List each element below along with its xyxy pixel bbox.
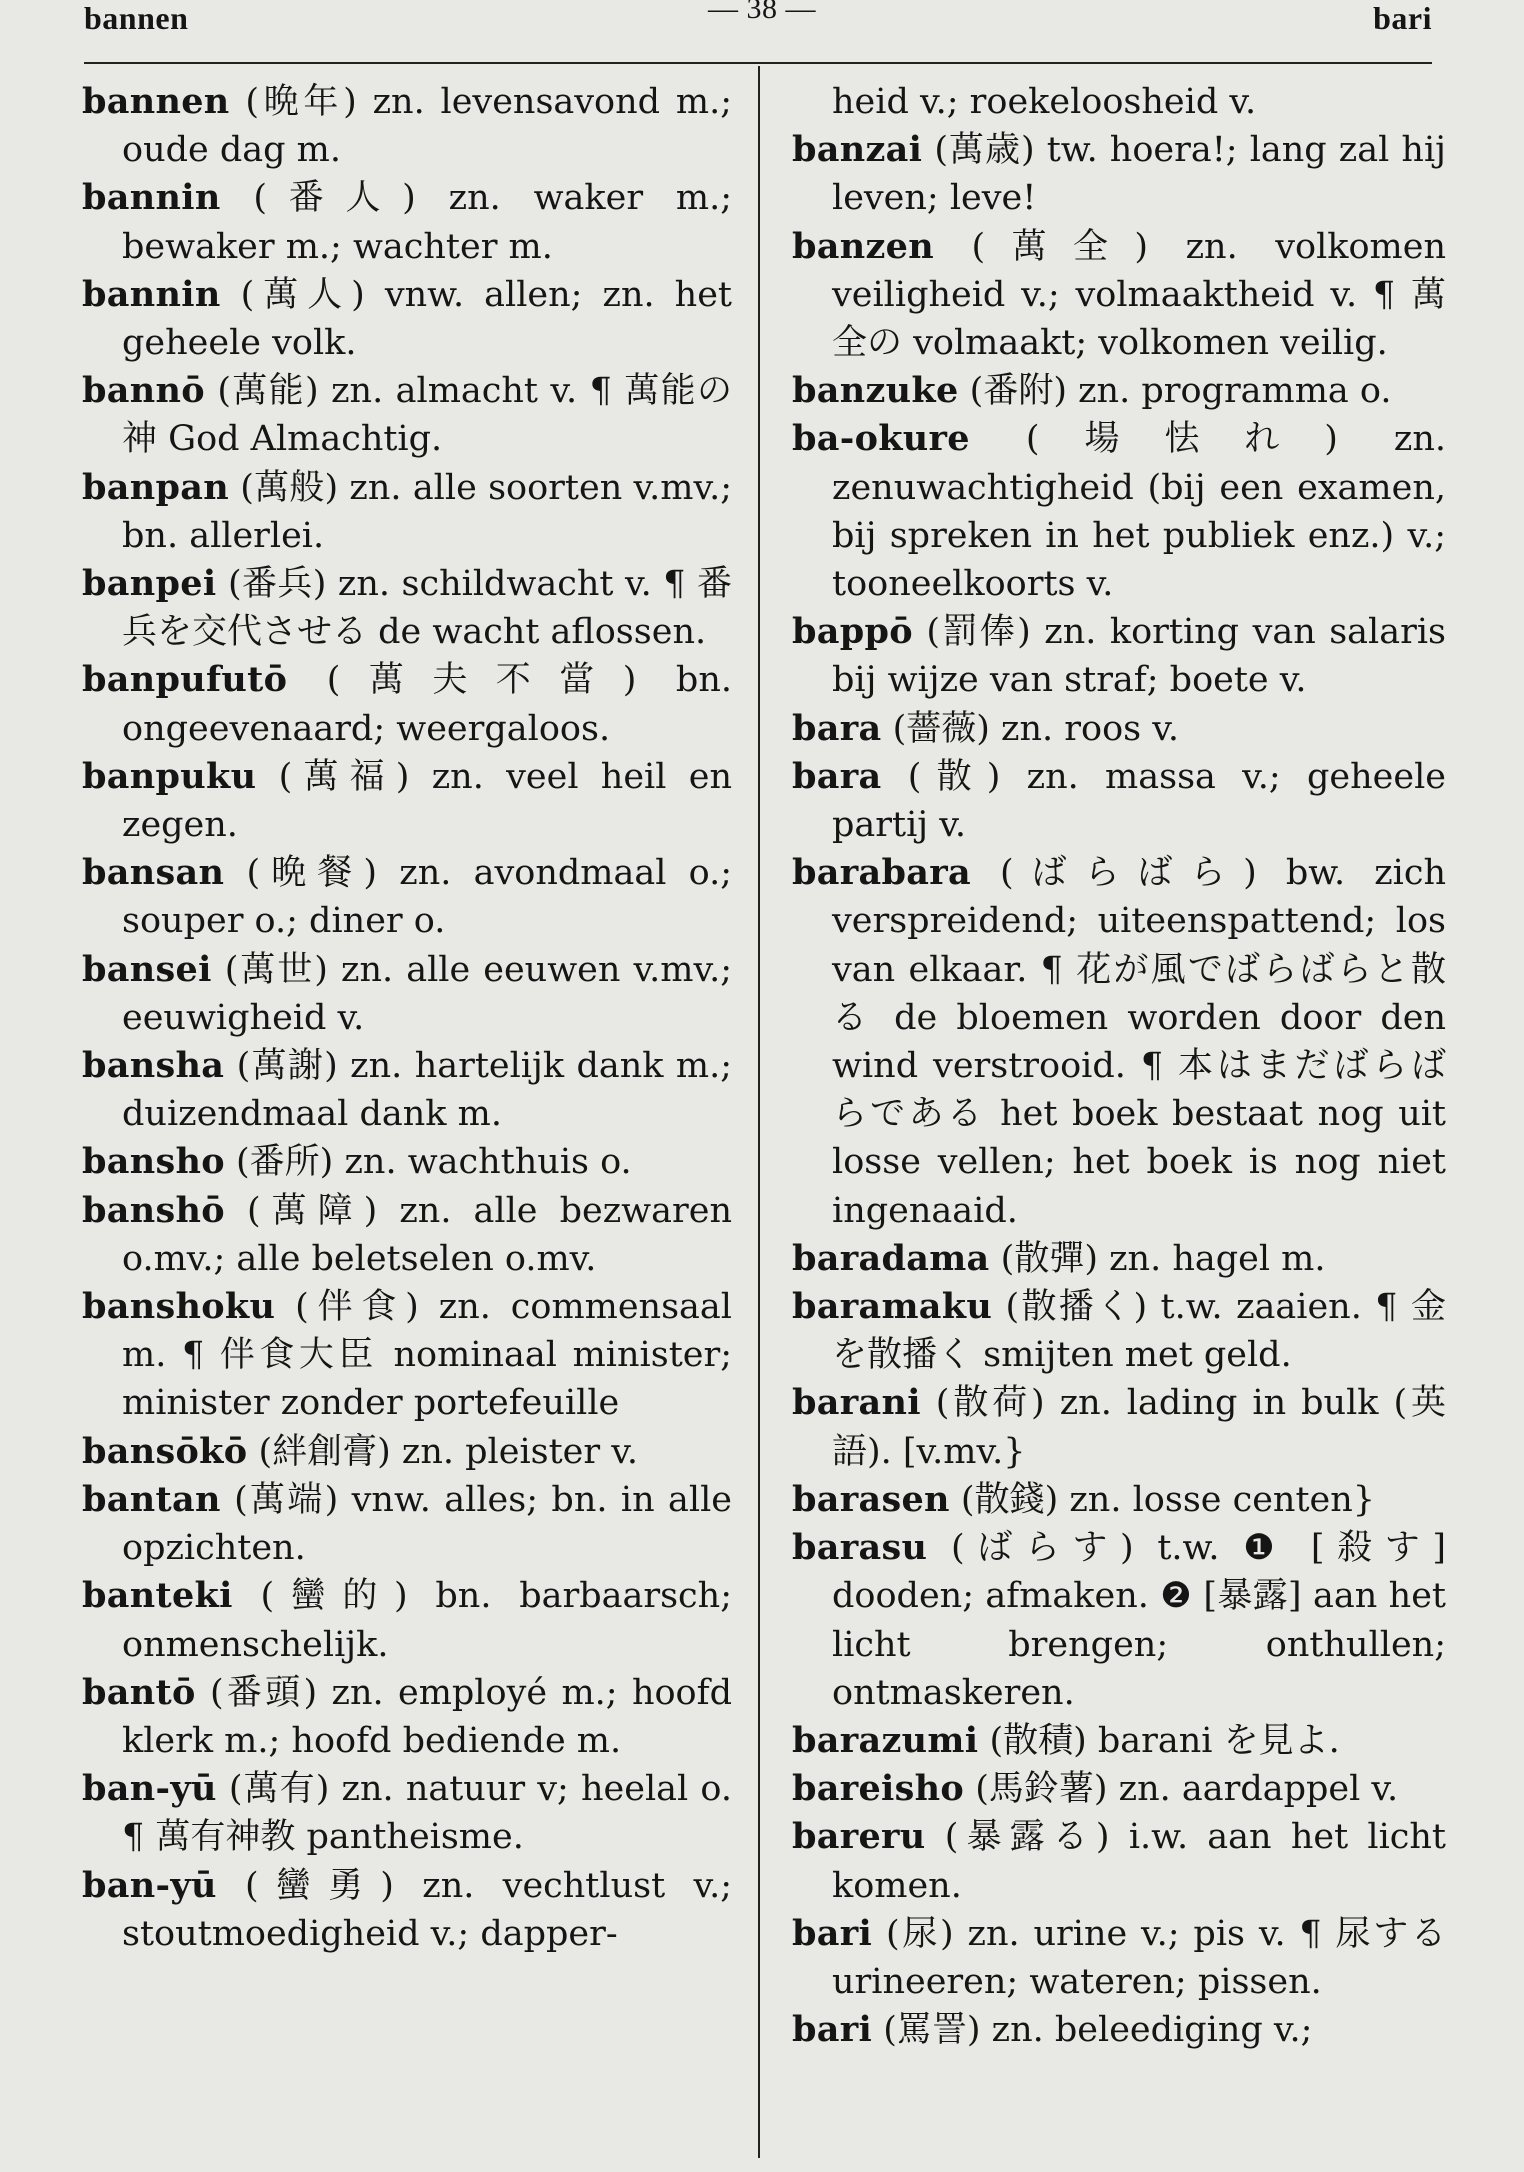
entry-headword: bansan [82,852,225,894]
dictionary-entry [82,849,732,945]
dictionary-entry [792,1476,1446,1524]
entry-headword: banpei [82,563,217,605]
entry-definition: (暴露る) i.w. aan het licht komen. [832,1817,1446,1906]
entry-definition: (薔薇) zn. roos v. [881,708,1179,749]
entry-definition: heid v.; roekeloosheid v. [832,82,1257,122]
dictionary-entry [792,2006,1446,2054]
entry-headword: barasu [792,1527,928,1569]
entry-definition: (罵詈) zn. beleediging v.; [872,2010,1313,2051]
entry-headword: banzai [792,129,923,171]
dictionary-entry [82,174,732,270]
entry-headword: banzuke [792,370,959,412]
entry-headword: baradama [792,1237,990,1279]
entry-definition: (番兵) zn. schildwacht v. ¶ 番兵を交代させる de wacht aflossen. [122,564,732,653]
entry-headword: banpuku [82,755,257,797]
entry-definition: (散) zn. massa v.; geheele partij v. [832,756,1446,846]
entry-definition: (萬般) zn. alle soorten v.mv.; bn. allerlei. [122,467,732,556]
dictionary-entry [792,1235,1446,1283]
entry-headword: baramaku [792,1286,993,1328]
entry-definition: (絆創膏) zn. pleister v. [247,1431,638,1472]
dictionary-entry [82,1765,732,1861]
running-head-right: bari [1373,0,1432,36]
entry-definition: (馬鈴薯) zn. aardappel v. [964,1769,1399,1810]
entry-definition: (萬能) zn. almacht v. ¶ 萬能の神 God Almachtig. [122,371,732,460]
entry-headword: bansei [82,948,212,990]
entry-definition: (番頭) zn. employé m.; hoofd klerk m.; hoofd bediende m. [122,1672,732,1761]
dictionary-entry [82,367,732,463]
entry-headword: bantō [82,1671,196,1713]
entry-headword: ba-okure [792,418,970,460]
entry-definition: (萬人) vnw. allen; zn. het geheele volk. [122,274,732,364]
dictionary-entry [82,464,732,560]
page-number: — 38 — [708,0,816,25]
right-column [792,78,1446,2054]
dictionary-entry [82,1428,732,1476]
entry-definition: (場怯れ) zn. zenuwachtigheid (bij een examen, bij spreken in het publiek enz.) v.; tooneelkoorts v. [832,419,1446,605]
dictionary-entry [792,849,1446,1235]
entry-headword: bantan [82,1478,221,1520]
dictionary-entry [792,1910,1446,2006]
entry-headword: ban-yū [82,1768,217,1810]
entry-definition: (番所) zn. wachthuis o. [224,1142,632,1183]
entry-headword: bareru [792,1816,926,1858]
dictionary-entry [82,1042,732,1138]
entry-definition: (伴食) zn. commensaal m. ¶ 伴食大臣 nominaal minister; minister zonder portefeuille [122,1287,732,1424]
entry-headword: banzen [792,225,934,267]
dictionary-entry [792,415,1446,608]
entry-headword: bara [792,755,882,797]
entry-definition: (散彈) zn. hagel m. [989,1238,1326,1279]
entry-definition: (萬歳) tw. hoera!; lang zal hij leven; leve! [832,130,1446,219]
entry-headword: bansōkō [82,1430,248,1472]
dictionary-entry [82,753,732,849]
entry-headword: bara [792,707,882,749]
entry-definition: (尿) zn. urine v.; pis v. ¶ 尿する urineeren; wateren; pissen. [832,1913,1446,2002]
entry-definition: (萬夫不當) bn. ongeevenaard; weergaloos. [122,660,732,749]
dictionary-entry [82,1283,732,1428]
dictionary-entry [792,367,1446,415]
dictionary-entry [82,1187,732,1283]
entry-headword: bari [792,1912,873,1954]
dictionary-entry [792,78,1446,126]
entry-headword: bannen [82,81,230,122]
dictionary-entry [792,1283,1446,1379]
dictionary-entry [792,223,1446,368]
entry-headword: banshoku [82,1286,276,1328]
entry-headword: bansha [82,1045,225,1087]
entry-definition: (晩年) zn. levensavond m.; oude dag m. [122,82,732,171]
entry-definition: (蠻的) bn. barbaarsch; onmenschelijk. [122,1576,732,1665]
entry-headword: banteki [82,1575,233,1617]
entry-definition: (萬端) vnw. alles; bn. in alle opzichten. [122,1479,732,1569]
dictionary-entry [792,1717,1446,1765]
entry-definition: (ばらす) t.w. ❶ [殺す] dooden; afmaken. ❷ [暴露] aan het licht brengen; onthullen; ontmaskeren. [832,1528,1446,1713]
entry-definition: (ばらばら) bw. zich verspreidend; uiteenspattend; los van elkaar. ¶ 花が風でばらばらと散る de bloemen worden door den wind verstrooid. ¶ 本はまだばらばらである het boek bestaat nog uit losse vellen; het boek is nog niet ingenaaid. [832,853,1446,1231]
entry-headword: bari [792,2009,873,2051]
dictionary-entry [82,1476,732,1572]
entry-definition: (散錢) zn. losse centen} [949,1479,1376,1520]
left-column [82,78,732,1958]
column-divider [758,66,760,2158]
entry-headword: banpan [82,466,229,508]
dictionary-entry [82,271,732,367]
entry-headword: banpufutō [82,659,288,701]
dictionary-entry [82,1138,732,1186]
entry-headword: ban-yū [82,1864,217,1906]
entry-headword: barasen [792,1478,950,1520]
entry-headword: bappō [792,611,913,653]
entry-headword: barabara [792,852,971,894]
dictionary-entry [82,656,732,752]
entry-headword: barazumi [792,1719,979,1761]
entry-headword: banshō [82,1189,225,1231]
entry-definition: (萬全) zn. volkomen veiligheid v.; volmaaktheid v. ¶ 萬全の volmaakt; volkomen veilig. [832,226,1446,364]
dictionary-entry [792,126,1446,222]
dictionary-entry [792,1813,1446,1909]
dictionary-entry [792,608,1446,704]
dictionary-entry [82,946,732,1042]
dictionary-entry [792,705,1446,753]
entry-definition: (散荷) zn. lading in bulk (英語). [v.mv.} [832,1383,1446,1472]
entry-definition: (罰俸) zn. korting van salaris bij wijze van straf; boete v. [832,612,1446,701]
entry-definition: (萬障) zn. alle bezwaren o.mv.; alle beletselen o.mv. [122,1190,732,1279]
entry-headword: bareisho [792,1768,965,1810]
entry-headword: bannō [82,370,205,412]
entry-definition: (萬有) zn. natuur v; heelal o. ¶ 萬有神教 pantheisme. [122,1769,732,1858]
header-rule [84,62,1432,64]
dictionary-entry [82,1862,732,1958]
dictionary-entry [82,1669,732,1765]
entry-headword: bannin [82,273,221,315]
dictionary-entry [82,560,732,656]
running-head-left: bannen [84,0,189,36]
entry-headword: bansho [82,1141,225,1183]
entry-definition: (萬福) zn. veel heil en zegen. [122,756,732,846]
entry-definition: (番附) zn. programma o. [958,371,1392,412]
dictionary-entry [792,1765,1446,1813]
entry-definition: (番人) zn. waker m.; bewaker m.; wachter m. [122,178,732,267]
entry-definition: (散播く) t.w. zaaien. ¶ 金を散播く smijten met geld. [832,1287,1446,1376]
entry-definition: (萬謝) zn. hartelijk dank m.; duizendmaal dank m. [122,1046,732,1135]
dictionary-entry [792,753,1446,849]
dictionary-entry [792,1524,1446,1717]
entry-definition: (晩餐) zn. avondmaal o.; souper o.; diner o. [122,853,732,942]
dictionary-entry [82,1572,732,1668]
dictionary-entry [82,78,732,174]
entry-definition: (蠻勇) zn. vechtlust v.; stoutmoedigheid v.; dapper- [122,1865,732,1954]
dictionary-entry [792,1379,1446,1475]
entry-definition: (散積) barani を見よ. [978,1720,1340,1761]
entry-definition: (萬世) zn. alle eeuwen v.mv.; eeuwigheid v. [122,949,732,1038]
entry-headword: bannin [82,177,221,219]
entry-headword: barani [792,1382,921,1424]
